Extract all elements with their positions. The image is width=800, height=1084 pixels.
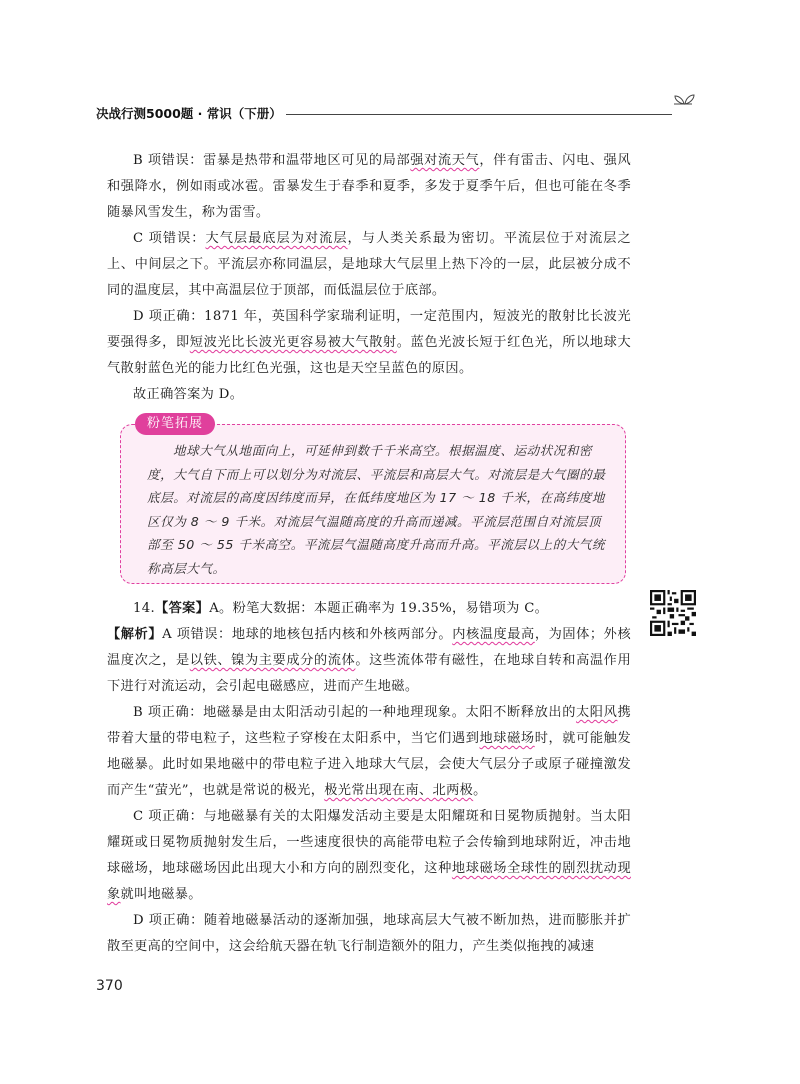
extension-box: [120, 416, 626, 584]
page-number: 370: [96, 978, 123, 994]
option-b-explanation: B 项错误：雷暴是热带和温带地区可见的局部强对流天气，伴有雷击、闪电、强风和强降水，例如雨或冰雹。雷暴发生于春季和夏季，多发于夏季午后，但也可能在冬季随暴风雪发生，称为雷雪。: [107, 153, 631, 220]
extension-tab: 粉笔拓展: [135, 413, 215, 435]
option-c-explanation: C 项错误：大气层最底层为对流层，与人类关系最为密切。平流层位于对流层之上、中间层之下。平流层亦称同温层，是地球大气层里上热下冷的一层，此层被分成不同的温度层，其中高温层位于顶部，而低温层位于底部。: [107, 231, 631, 298]
option-c-analysis: C 项正确：与地磁暴有关的太阳爆发活动主要是太阳耀斑和日冕物质抛射。当太阳耀斑或日冕物质抛射发生后，一些速度很快的高能带电粒子会传输到地球附近，冲击地球磁场，地球磁场因此出现大小和方向的剧烈变化，这种地球磁场全球性的剧烈扰动现象就叫地磁暴。: [107, 809, 631, 902]
book-title: 决战行测5000题 · 常识（下册）: [96, 106, 282, 121]
question-14-answer: 14.【答案】A。粉笔大数据：本题正确率为 19.35%，易错项为 C。: [133, 601, 549, 616]
answer-statement: 故正确答案为 D。: [133, 387, 244, 402]
extension-text: 地球大气从地面向上，可延伸到数千千米高空。根据温度、运动状况和密度，大气自下而上可以划分为对流层、平流层和高层大气。对流层是大气圈的最底层。对流层的高度因纬度而异，在低纬度地区为 17 ～ 18 千米，在高纬度地区仅为 8 ～ 9 千米。对流层气温随高度的升高而递减。平流层范围自对流层顶部至 50 ～ 55 千米高空。平流层气温随高度升高而升高。平流层以上的大气统称高层大气。: [147, 443, 606, 576]
option-a-analysis: 【解析】A 项错误：地球的地核包括内核和外核两部分。内核温度最高，为固体；外核温度次之，是以铁、镍为主要成分的流体。这些流体带有磁性，在地球自转和高温作用下进行对流运动，会引起电磁感应，进而产生地磁。: [107, 627, 632, 694]
header-rule: [286, 114, 672, 115]
running-header: [96, 104, 696, 130]
option-d-explanation: D 项正确：1871 年，英国科学家瑞利证明，一定范围内，短波光的散射比长波光要强得多，即短波光比长波光更容易被大气散射。蓝色光波长短于红色光，所以地球大气散射蓝色光的能力比红色光强，这也是天空呈蓝色的原因。: [107, 309, 632, 376]
qr-code-icon[interactable]: [650, 590, 696, 636]
option-b-analysis: B 项正确：地磁暴是由太阳活动引起的一种地理现象。太阳不断释放出的太阳风携带着大量的带电粒子，这些粒子穿梭在太阳系中，当它们遇到地球磁场时，就可能触发地磁暴。此时如果地磁中的带电粒子进入地球大气层，会使大气层分子或原子碰撞激发而产生“萤光”，也就是常说的极光，极光常出现在南、北两极。: [107, 705, 632, 798]
sprout-icon: [670, 92, 696, 116]
option-d-analysis: D 项正确：随着地磁暴活动的逐渐加强，地球高层大气被不断加热，进而膨胀并扩散至更高的空间中，这会给航天器在轨飞行制造额外的阻力，产生类似拖拽的减速: [107, 913, 631, 954]
